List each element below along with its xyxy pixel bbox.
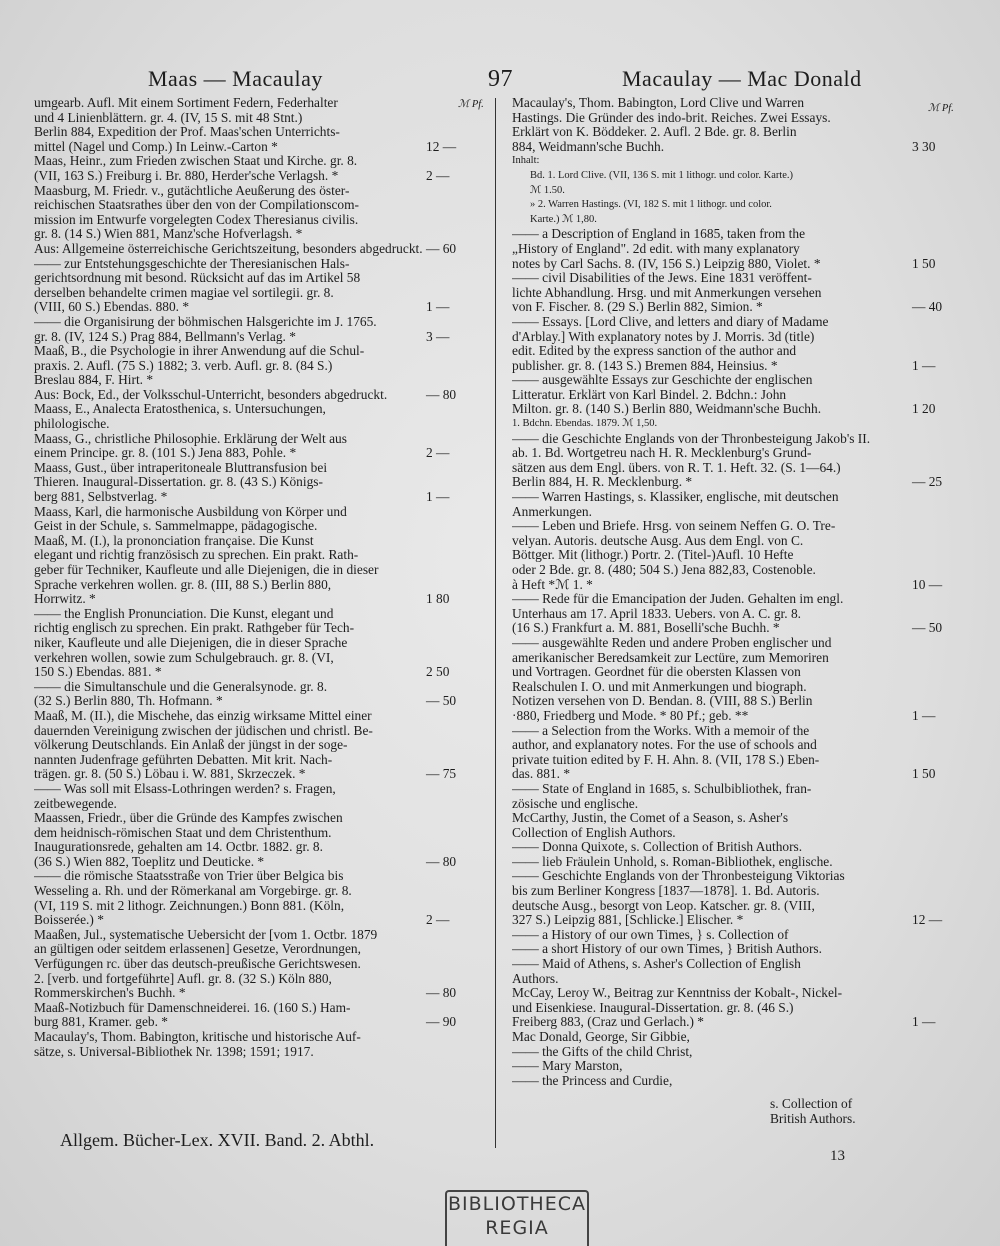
entry-line: —— a History of our own Times, } s. Collection of [512,927,789,942]
entry-note-line: ℳ 1.50. [530,184,565,196]
entry-note-line: Karte.) ℳ 1,80. [530,213,597,225]
entry-line: 884, Weidmann'sche Buchh. [512,139,665,154]
entry-line: und 4 Linienblättern. gr. 4. (IV, 15 S. mit 48 Stnt.) [34,110,303,125]
entry-line: —— Geschichte Englands von der Thronbesteigung Viktorias [512,869,845,884]
catalog-entry [34,461,480,505]
entry-line: —— Donna Quixote, s. Collection of British Authors. [512,840,803,855]
catalog-entry [34,811,480,869]
entry-line: mittel (Nagel und Comp.) In Leinw.-Carton * [34,139,278,154]
library-stamp [445,1190,589,1246]
entry-line: sätzen aus dem Engl. übers. von R. T. 1. Heft. 32. (S. 1—64.) [512,460,841,475]
entry-line: —— State of England in 1685, s. Schulbibliothek, fran- [512,781,812,796]
catalog-entry [512,635,936,724]
entry-line: 2. [verb. und fortgeführte] Aufl. gr. 8. (32 S.) Köln 880, [34,971,332,986]
entry-line: —— Leben und Briefe. Hrsg. von seinem Neffen G. O. Tre- [512,519,836,534]
entry-line: Maaß, M. (II.), die Mischehe, das einzig wirksame Mittel einer [34,708,372,723]
entry-line: Macaulay's, Thom. Babington, kritische und historische Auf- [34,1030,361,1044]
entry-line: —— ausgewählte Reden und andere Proben englischer und [512,635,832,650]
entry-line: berg 881, Selbstverlag. * [34,490,168,505]
catalog-entry [34,607,480,680]
entry-line: Realschulen I. O. und mit Anmerkungen und biograph. [512,679,807,694]
entry-line: lichte Abhandlung. Hrsg. und mit Anmerkungen versehen [512,285,822,300]
entry-line: —— Maid of Athens, s. Asher's Collection of English [512,957,801,972]
entry-line: Wesseling a. Rh. und der Römerkanal am Vorgebirge. gr. 8. [34,884,352,899]
entry-note-line: Bd. 1. Lord Clive. (VII, 136 S. mit 1 lithogr. und color. Karte.) [530,169,794,181]
entry-price: 12 — [912,912,943,928]
entry-line: dem heidnisch-römischen Staat und dem Christenthum. [34,825,332,840]
entry-line: (36 S.) Wien 882, Toeplitz und Deuticke. * [34,854,265,869]
entry-line: das. 881. * [512,767,571,782]
entry-line: (32 S.) Berlin 880, Th. Hofmann. * [34,694,223,709]
entry-line: Maas, Heinr., zum Frieden zwischen Staat und Kirche. gr. 8. [34,154,358,169]
entry-line: —— a short History of our own Times, } British Authors. [512,942,822,957]
entry-price: 10 — [912,576,943,592]
entry-line: bis zum Berliner Kongress [1837—1878]. 1. Bd. Autoris. [512,884,820,899]
entry-line: —— the Princess and Curdie, [512,1073,673,1088]
entry-line: reichischen Staatsrathes über den von der Compilationscom- [34,198,360,213]
entry-line: (VII, 163 S.) Freiburg i. Br. 880, Herder'sche Verlagsh. * [34,168,339,183]
entry-price: 2 — [426,167,450,183]
entry-line: Freiberg 883, (Craz und Gerlach.) * [512,1015,704,1030]
entry-line: gerichtsordnung mit besond. Rücksicht auf das im Artikel 58 [34,271,361,286]
entry-price: — 50 [426,693,457,709]
entry-line: —— die Geschichte Englands von der Thronbesteigung Jakob's II. [512,431,871,446]
entry-line: —— Was soll mit Elsass-Lothringen werden? s. Fragen, [34,781,336,796]
catalog-entry [512,227,936,271]
catalog-entry [512,1030,912,1088]
entry-line: ·880, Friedberg und Mode. * 80 Pf.; geb. ** [512,708,749,723]
entry-line: verkehren wollen, sowie zum Schulgebrauch. gr. 8. (VI, [34,650,334,665]
catalog-entry [34,184,480,257]
entry-line: Geist in der Schule, s. Sammelmappe, pädagogische. [34,519,318,534]
entry-line: oder 2 Bde. gr. 8. (480; 504 S.) Jena 882,83, Costenoble. [512,563,816,577]
macdonald-reference-line: s. Collection of [770,1096,853,1111]
entry-price: — 80 [426,853,457,869]
entry-price: — 80 [426,386,457,402]
entry-price: 1 — [912,707,936,723]
entry-line: von F. Fischer. 8. (29 S.) Berlin 882, Simion. * [512,300,763,315]
entry-price: — 25 [912,474,943,490]
entry-price: — 60 [426,240,457,256]
entry-line: burg 881, Kramer. geb. * [34,1015,169,1030]
entry-line: Litteratur. Erklärt von Karl Bindel. 2. Bdchn.: John [512,387,787,402]
catalog-entry [512,592,943,636]
entry-price: — 80 [426,985,457,1001]
entry-price: — 40 [912,299,943,315]
entry-line: Maass, Karl, die harmonische Ausbildung von Körper und [34,504,347,519]
catalog-entry [512,957,912,986]
entry-price: — 90 [426,1014,457,1030]
entry-line: Verfügungen rc. über das deutsch-preußische Gerichtswesen. [34,957,361,972]
catalog-entry [512,840,943,928]
stamp-line: BIBLIOTHECA [448,1193,586,1215]
catalog-entry [34,154,480,183]
entry-line: —— zur Entstehungsgeschichte der Theresianischen Hals- [34,256,350,271]
entry-line: Böttger. Mit (lithogr.) Portr. 2. (Titel-)Aufl. 10 Hefte [512,548,794,563]
macdonald-reference [770,1097,856,1126]
entry-line: sätze, s. Universal-Bibliothek Nr. 1398; 1591; 1917. [34,1044,314,1059]
entry-price: 1 — [912,1014,936,1030]
currency-column-label-right: ℳ Pf. [928,103,954,114]
entry-line: Unterhaus am 17. April 1833. Uebers. von A. C. gr. 8. [512,606,801,621]
entry-line: elegant und richtig französisch zu sprechen. Ein prakt. Rath- [34,548,359,563]
entry-line: Sprache verkehren wollen. gr. 8. (III, 88 S.) Berlin 880, [34,577,332,592]
catalog-entry [34,928,480,1001]
catalog-entry [34,315,480,344]
entry-line: velyan. Autoris. deutsche Ausg. Aus dem Engl. von C. [512,533,804,548]
entry-line: —— die Organisirung der böhmischen Halsgerichte im J. 1765. [34,314,377,329]
entry-line: Milton. gr. 8. (140 S.) Berlin 880, Weidmann'sche Buchh. [512,402,822,417]
catalog-entry [512,986,936,1030]
entry-line: edit. Edited by the express sanction of the author and [512,344,797,359]
entry-line: —— the English Pronunciation. Die Kunst, elegant und [34,606,334,621]
entry-line: Maass, Gust., über intraperitoneale Bluttransfusion bei [34,460,328,475]
entry-line: McCarthy, Justin, the Comet of a Season, s. Asher's [512,811,789,826]
entry-line: gr. 8. (IV, 124 S.) Prag 884, Bellmann's Verlag. * [34,329,296,344]
catalog-entry [34,709,480,782]
entry-line: Berlin 884, Expedition der Prof. Maas'schen Unterrichts- [34,125,340,140]
catalog-entry [512,519,943,592]
currency-column-label-left: ℳ Pf. [458,99,484,110]
entry-line: —— Mary Marston, [512,1059,623,1074]
entry-line: Rommerskirchen's Buchh. * [34,986,186,1001]
entry-line: author, and explanatory notes. For the use of schools and [512,738,817,753]
entry-price: — 75 [426,766,457,782]
entry-line: trägen. gr. 8. (50 S.) Löbau i. W. 881, Skrzeczek. * [34,767,306,782]
entry-line: mission im Entwurfe vorgelegten Codex Theresianus civilis. [34,212,359,227]
catalog-entry [512,154,912,227]
entry-line: und Eisenkiese. Inaugural-Dissertation. gr. 8. (46 S.) [512,1000,794,1015]
entry-price: 1 — [912,357,936,373]
catalog-entry [34,96,480,154]
entry-line: —— Essays. [Lord Clive, and letters and diary of Madame [512,314,829,329]
entry-line: —— ausgewählte Essays zur Geschichte der englischen [512,373,813,388]
entry-line: geber für Techniker, Kaufleute und alle Diejenigen, die in dieser [34,563,379,577]
entry-line: zösische und englische. [512,796,639,811]
entry-line: Maaß-Notizbuch für Damenschneiderei. 16. (160 S.) Ham- [34,1000,351,1015]
page-number: 97 [488,66,513,92]
entry-line: einem Principe. gr. 8. (101 S.) Jena 883, Pohle. * [34,446,297,461]
entry-price: 12 — [426,138,457,154]
entry-line: McCay, Leroy W., Beitrag zur Kenntniss der Kobalt-, Nickel- [512,986,843,1001]
left-column [34,96,480,1059]
entry-line: Inaugurationsrede, gehalten am 14. Octbr. 1882. gr. 8. [34,840,323,855]
entry-line: praxis. 2. Aufl. (75 S.) 1882; 3. verb. Aufl. gr. 8. (84 S.) [34,358,333,373]
entry-line: Thieren. Inaugural-Dissertation. gr. 8. (43 S.) Königs- [34,475,323,490]
catalog-entry [512,490,912,519]
entry-price: 1 — [426,299,450,315]
entry-line: richtig englisch zu sprechen. Ein prakt. Rathgeber für Tech- [34,621,355,636]
entry-line: Berlin 884, H. R. Mecklenburg. * [512,475,693,490]
catalog-entry [34,1030,480,1059]
entry-line: à Heft *ℳ 1. * [512,577,593,592]
catalog-entry [34,432,480,461]
entry-line: Maaß, M. (I.), la prononciation française. Die Kunst [34,533,314,548]
entry-line: Authors. [512,971,559,986]
entry-line: Mac Donald, George, Sir Gibbie, [512,1030,690,1044]
catalog-entry [34,344,480,402]
entry-price: 1 50 [912,255,936,271]
entry-line: philologische. [34,417,110,432]
entry-line: —— die Simultanschule und die Generalsynode. gr. 8. [34,679,328,694]
entry-price: 2 — [426,445,450,461]
entry-price: 2 50 [426,664,450,680]
entry-line: deutsche Ausg., besorgt von Leop. Katscher. gr. 8. (VIII, [512,898,815,913]
entry-line: —— Warren Hastings, s. Klassiker, englische, mit deutschen [512,490,839,505]
catalog-entry [512,782,912,811]
entry-line: —— a Selection from the Works. With a memoir of the [512,723,810,738]
entry-line: Boisserée.) * [34,913,104,928]
catalog-entry [512,373,936,431]
catalog-entry [512,811,912,840]
entry-line: Maaßen, Jul., systematische Uebersicht der [vom 1. Octbr. 1879 [34,927,378,942]
catalog-entry [512,96,936,154]
catalog-entry [34,505,480,534]
entry-line: d'Arblay.] With explanatory notes by J. Morris. 3d (title) [512,329,815,344]
entry-line: Erklärt von K. Böddeker. 2. Aufl. 2 Bde. gr. 8. Berlin [512,125,797,140]
catalog-entry [512,431,943,490]
catalog-entry [34,1001,480,1030]
signature-line: Allgem. Bücher-Lex. XVII. Band. 2. Abthl. [60,1130,375,1150]
entry-line: Anmerkungen. [512,504,592,519]
entry-line: völkerung Deutschlands. Ein Anlaß der jüngst in der soge- [34,738,348,753]
entry-line: Maassen, Friedr., über die Gründe des Kampfes zwischen [34,811,343,826]
entry-line: Breslau 884, F. Hirt. * [34,373,154,388]
entry-line: gr. 8. (14 S.) Wien 881, Manz'sche Hofverlagsh. * [34,227,303,242]
entry-line: Macaulay's, Thom. Babington, Lord Clive und Warren [512,96,805,110]
entry-note-line: Inhalt: [512,155,540,167]
entry-line: Notizen versehen von D. Bendan. 8. (VIII, 88 S.) Berlin [512,694,813,709]
entry-line: (16 S.) Frankfurt a. M. 881, Boselli'sche Buchh. * [512,621,780,636]
entry-line: amerikanischer Beredsamkeit zur Lectüre, zum Memoriren [512,650,829,665]
entry-line: Maass, G., christliche Philosophie. Erklärung der Welt aus [34,431,347,446]
catalog-entry [512,271,943,315]
entry-price: 3 30 [912,138,936,154]
entry-line: Maasburg, M. Friedr. v., gutächtliche Aeußerung des öster- [34,183,350,198]
entry-line: —— Rede für die Emancipation der Juden. Gehalten im engl. [512,592,844,607]
catalog-entry [512,314,936,373]
entry-note-line: » 2. Warren Hastings. (VI, 182 S. mit 1 lithogr. und color. [530,199,772,211]
entry-line: private tuition edited by F. H. Ahn. 8. (VII, 178 S.) Eben- [512,752,820,767]
entry-price: 2 — [426,912,450,928]
catalog-entry [34,680,480,709]
running-head-left: Maas — Macaulay [148,66,323,91]
entry-note-line: 1. Bdchn. Ebendas. 1879. ℳ 1,50. [512,418,658,430]
entry-price: 1 80 [426,591,450,607]
entry-line: 327 S.) Leipzig 881, [Schlicke.] Elischer. * [512,913,744,928]
column-divider [495,98,496,1148]
catalog-entry [34,534,480,607]
entry-line: Maaß, B., die Psychologie in ihrer Anwendung auf die Schul- [34,344,365,359]
macdonald-reference-line: British Authors. [770,1110,856,1126]
entry-line: an gültigen oder seitdem erlassenen] Gesetze, Verordnungen, [34,942,361,957]
sheet-number: 13 [830,1148,845,1164]
entry-line: umgearb. Aufl. Mit einem Sortiment Federn, Federhalter [34,96,338,110]
entry-line: Collection of English Authors. [512,825,676,840]
entry-price: 1 50 [912,766,936,782]
catalog-entry [34,869,480,927]
entry-price: 1 — [426,489,450,505]
entry-price: — 50 [912,620,943,636]
entry-line: „History of England". 2d edit. with many explanatory [512,241,800,256]
entry-line: niker, Kaufleute und alle Diejenigen, die in dieser Sprache [34,635,348,650]
catalog-entry [34,257,480,315]
catalog-entry [34,402,480,431]
catalog-entry [512,723,936,782]
entry-line: notes by Carl Sachs. 8. (IV, 156 S.) Leipzig 880, Violet. * [512,256,821,271]
entry-line: Maass, E., Analecta Eratosthenica, s. Untersuchungen, [34,402,326,417]
entry-line: Hastings. Die Gründer des indo-brit. Reiches. Zwei Essays. [512,110,831,125]
entry-line: (VI, 119 S. mit 2 lithogr. Zeichnungen.) Bonn 881. (Köln, [34,898,345,913]
entry-line: und Vortragen. Geordnet für die obersten Klassen von [512,665,801,680]
entry-price: 1 20 [912,401,936,417]
running-head-right: Macaulay — Mac Donald [622,66,862,91]
entry-line: dauernden Vereinigung zwischen der jüdischen und christl. Be- [34,723,373,738]
entry-line: zeitbewegende. [34,796,117,811]
entry-line: publisher. gr. 8. (143 S.) Bremen 884, Heinsius. * [512,358,778,373]
entry-line: —— civil Disabilities of the Jews. Eine 1831 veröffent- [512,271,812,286]
entry-line: 150 S.) Ebendas. 881. * [34,665,162,680]
catalog-entry [34,782,480,811]
entry-line: —— lieb Fräulein Unhold, s. Roman-Bibliothek, englische. [512,854,833,869]
entry-line: Aus: Bock, Ed., der Volksschul-Unterricht, besonders abgedruckt. [34,387,388,402]
entry-price: 3 — [426,328,450,344]
entry-line: Aus: Allgemeine österreichische Gerichtszeitung, besonders abgedruckt. [34,241,423,256]
stamp-line: REGIA [485,1217,549,1239]
entry-line: —— the Gifts of the child Christ, [512,1044,693,1059]
entry-line: derselben behandelte crimen magiae vel sortilegii. gr. 8. [34,285,334,300]
entry-line: ab. 1. Bd. Wortgetreu nach H. R. Mecklenburg's Grund- [512,446,812,461]
entry-line: nannten Judenfrage geführten Debatten. Mit krit. Nach- [34,752,333,767]
catalog-entry [512,928,912,957]
entry-line: —— die römische Staatsstraße von Trier über Belgica bis [34,869,344,884]
entry-line: (VIII, 60 S.) Ebendas. 880. * [34,300,190,315]
entry-line: —— a Description of England in 1685, taken from the [512,227,806,242]
entry-line: Horrwitz. * [34,592,96,607]
